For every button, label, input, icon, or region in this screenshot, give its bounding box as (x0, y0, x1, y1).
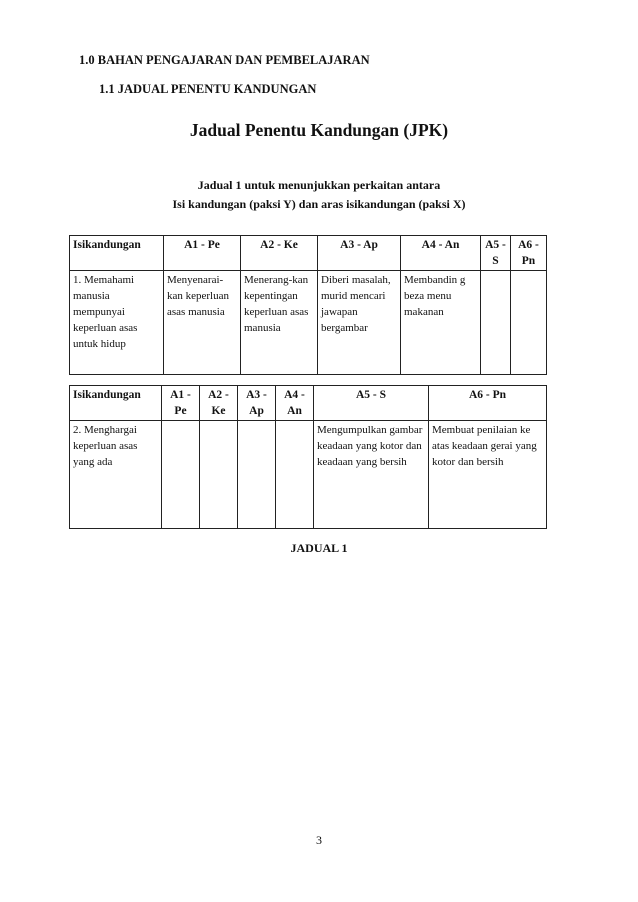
column-header-a1: A1 - Pe (162, 386, 200, 421)
column-header-a4: A4 - An (401, 236, 481, 271)
column-header-a6: A6 - Pn (429, 386, 547, 421)
table-row (70, 421, 547, 529)
table-cell: 1. Memahami manusia mempunyai keperluan asas untuk hidup (70, 271, 164, 375)
table-cell: Diberi masalah, murid mencari jawapan bergambar (318, 271, 401, 375)
table-description-line-1: Jadual 1 untuk menunjukkan perkaitan antara (197, 178, 441, 192)
column-header-a6: A6 - Pn (511, 236, 547, 271)
column-header-a1: A1 - Pe (164, 236, 241, 271)
table-row (70, 271, 547, 375)
table-header-row (70, 236, 547, 271)
column-header-isikandungan: Isikandungan (70, 386, 162, 421)
jpk-table-2 (69, 385, 547, 529)
column-header-a2: A2 - Ke (200, 386, 238, 421)
table-description-line-2: Isi kandungan (paksi Y) dan aras isikandungan (paksi X) (172, 197, 466, 211)
table-cell: Mengumpulkan gambar keadaan yang kotor dan keadaan yang bersih (314, 421, 429, 529)
column-header-a3: A3 - Ap (238, 386, 276, 421)
column-header-isikandungan: Isikandungan (70, 236, 164, 271)
table-caption: JADUAL 1 (290, 541, 348, 555)
page-number: 3 (316, 833, 322, 847)
table-cell (238, 421, 276, 529)
column-header-a5: A5 - S (481, 236, 511, 271)
column-header-a3: A3 - Ap (318, 236, 401, 271)
jpk-table-1 (69, 235, 547, 375)
section-heading: 1.0 BAHAN PENGAJARAN DAN PEMBELAJARAN (79, 53, 370, 67)
table-header-row (70, 386, 547, 421)
table-cell (200, 421, 238, 529)
column-header-a4: A4 - An (276, 386, 314, 421)
table-cell (276, 421, 314, 529)
table-cell (162, 421, 200, 529)
column-header-a5: A5 - S (314, 386, 429, 421)
document-title: Jadual Penentu Kandungan (JPK) (189, 120, 449, 140)
table-cell: Membandin g beza menu makanan (401, 271, 481, 375)
table-cell: Menyenarai-kan keperluan asas manusia (164, 271, 241, 375)
subsection-heading: 1.1 JADUAL PENENTU KANDUNGAN (99, 82, 317, 96)
table-cell: Membuat penilaian ke atas keadaan gerai yang kotor dan bersih (429, 421, 547, 529)
table-cell: Menerang-kan kepentingan keperluan asas manusia (241, 271, 318, 375)
table-description (0, 176, 638, 214)
table-cell (481, 271, 511, 375)
column-header-a2: A2 - Ke (241, 236, 318, 271)
table-cell (511, 271, 547, 375)
table-cell: 2. Menghargai keperluan asas yang ada (70, 421, 162, 529)
